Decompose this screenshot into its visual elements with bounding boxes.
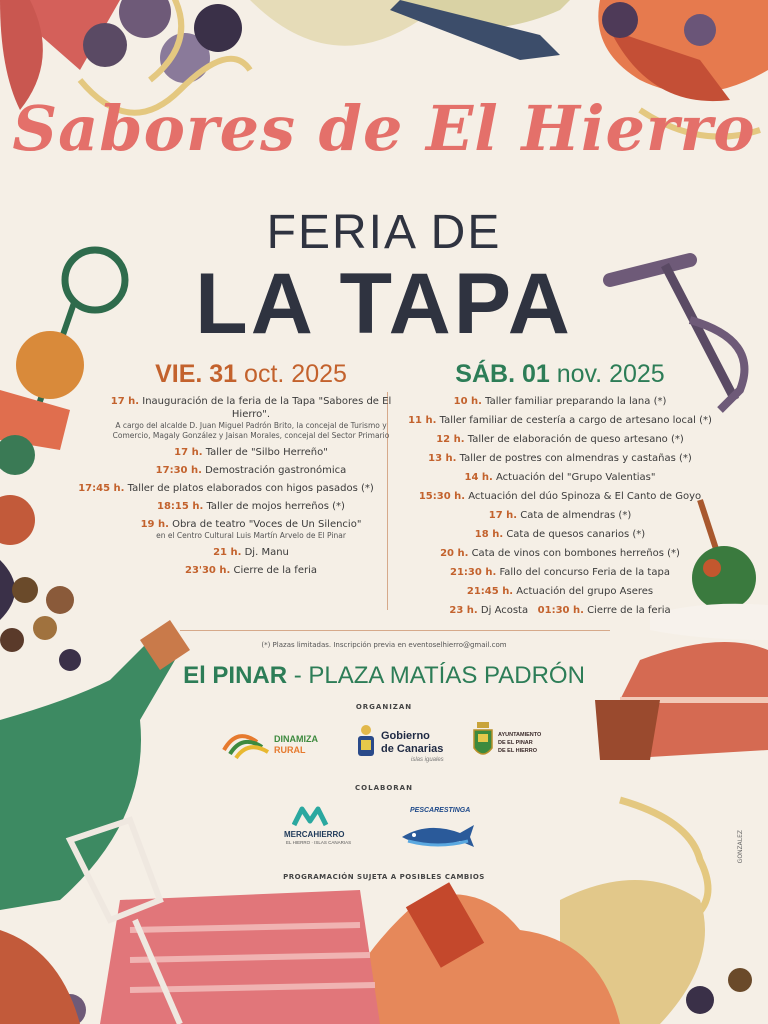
event-item: 17 h. Cata de almendras (*)	[488, 510, 632, 521]
event-item: 13 h. Taller de postres con almendras y castañas (*)	[428, 453, 692, 464]
ayuntamiento-logo: AYUNTAMIENTO DE EL PINAR DE EL HIERRO	[472, 722, 572, 767]
event-item: 19 h. Obra de teatro "Voces de Un Silencio" en el Centro Cultural Luis Martín Arvelo de El Pinar	[140, 519, 362, 540]
event-item: 17:45 h. Taller de platos elaborados con higos pasados (*)	[78, 483, 374, 494]
friday-heading: VIE. 31 oct. 2025	[155, 360, 347, 388]
event-item: 17 h. Inauguración de la feria de la Tapa "Sabores de El Hierro". A cargo del alcalde D. Juan Miguel Padrón Brito, la concejal de Turismo y Comercio, Magaly González y Jaisan Morales, concejal del Sector Primario	[110, 396, 392, 440]
gobierno-canarias-logo: Gobierno de Canarias islas iguales	[355, 722, 455, 772]
event-item: 17 h. Taller de "Silbo Herreño"	[174, 447, 328, 458]
friday-column	[78, 360, 392, 582]
event-item: 20 h. Cata de vinos con bombones herreños (*)	[440, 548, 680, 559]
subtitle-feria-de: FERIA DE	[266, 206, 502, 259]
colaboran-label: COLABORAN	[355, 784, 413, 792]
organizan-label: ORGANIZAN	[355, 703, 413, 711]
coat-of-arms-icon	[355, 724, 377, 760]
dinamiza-rural-logo: DINAMIZA RURAL	[222, 722, 332, 767]
saturday-heading: SÁB. 01 nov. 2025	[455, 360, 665, 388]
event-item: 17:30 h. Demostración gastronómica	[155, 465, 347, 476]
footer-disclaimer: PROGRAMACIÓN SUJETA A POSIBLES CAMBIOS	[283, 873, 485, 881]
event-item: 11 h. Taller familiar de cestería a cargo de artesano local (*)	[408, 415, 712, 426]
mercahierro-logo: MERCAHIERRO EL HIERRO · ISLAS CANARIAS	[280, 805, 360, 855]
saturday-column	[392, 360, 728, 623]
event-item: 21:30 h. Fallo del concurso Feria de la tapa	[450, 567, 670, 578]
event-item: 21:45 h. Actuación del grupo Aseres	[466, 586, 654, 597]
shield-icon	[472, 722, 494, 762]
event-item: 18:15 h. Taller de mojos herreños (*)	[157, 501, 345, 512]
event-item: 23 h. Dj Acosta 01:30 h. Cierre de la feria	[449, 605, 671, 616]
horizontal-divider	[180, 630, 610, 631]
venue: El PINAR - PLAZA MATÍAS PADRÓN	[183, 662, 585, 689]
page-title: Sabores de El Hierro	[12, 92, 756, 165]
dinamiza-swoosh-icon	[222, 722, 272, 762]
event-item: 15:30 h. Actuación del dúo Spinoza & El Canto de Goyo	[418, 491, 702, 502]
event-item: 12 h. Taller de elaboración de queso artesano (*)	[436, 434, 684, 445]
event-item: 18 h. Cata de quesos canarios (*)	[474, 529, 646, 540]
mercahierro-wave-icon	[292, 805, 332, 827]
event-item: 14 h. Actuación del "Grupo Valentias"	[464, 472, 656, 483]
pescarestinga-logo: PESCARESTINGA	[398, 805, 483, 855]
event-item: 23'30 h. Cierre de la feria	[184, 565, 317, 576]
fish-icon	[398, 819, 478, 851]
event-item: 10 h. Taller familiar preparando la lana (*)	[453, 396, 667, 407]
event-item: 21 h. Dj. Manu	[213, 547, 289, 558]
registration-note: (*) Plazas limitadas. Inscripción previa en eventoselhierro@gmail.com	[261, 641, 507, 649]
subtitle-la-tapa: LA TAPA	[195, 256, 573, 352]
artist-signature: GONZALEZ	[737, 830, 744, 864]
